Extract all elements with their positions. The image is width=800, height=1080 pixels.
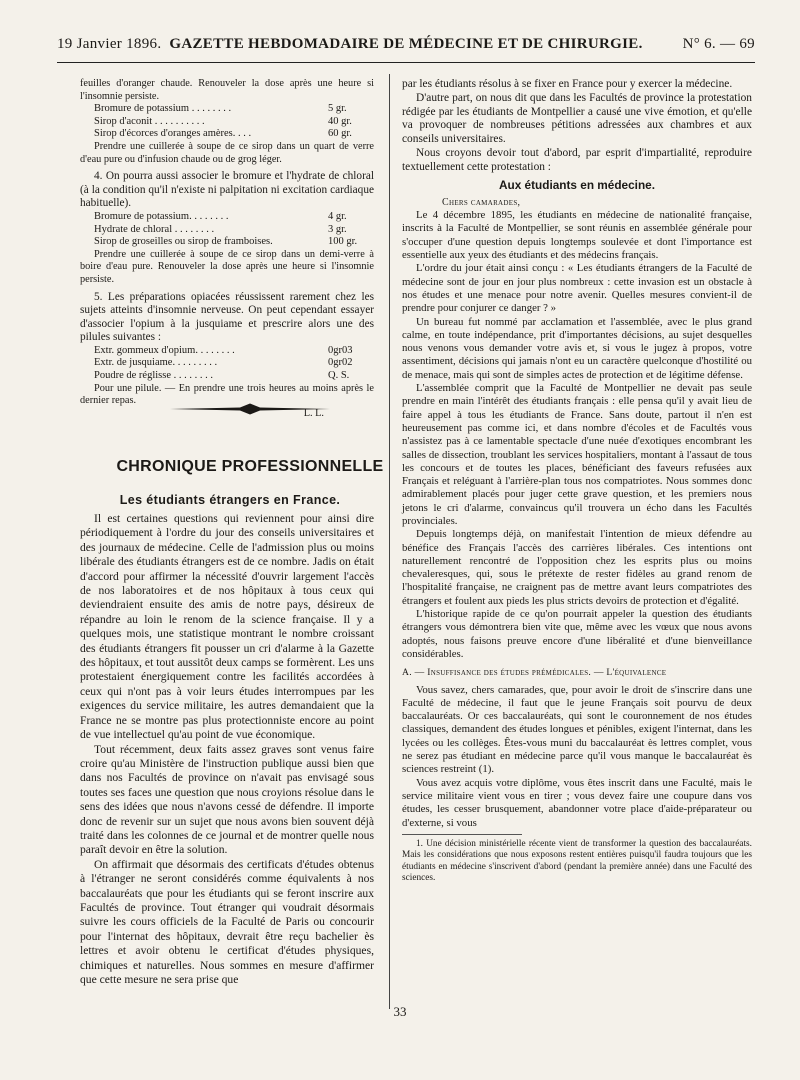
header-date: 19 Janvier 1896. [57, 36, 162, 52]
header-rule [57, 62, 755, 63]
letter-salutation: Chers camarades, [442, 196, 521, 208]
prescription-line [80, 116, 374, 129]
article-paragraph: On affirmait que désormais des certificats d'études obtenus à l'étranger ne seront considérés comme équivalents à nos baccalauréats que pour les étudiants qui se feront inscrire aux Facultés de province. Tout étranger qui voudrait désormais suivre les cours officiels de la Faculté de Paris ou concourir pour l'internat des hôpitaux, devrait être reçu bachelier ès lettres et avoir obtenu le certificat d'études physiques, chimiques et naturelles. Nous sommes en mesure d'affirmer que cette mesure ne sera prise que [80, 857, 374, 986]
prescription-line [80, 224, 374, 237]
left-column-article [80, 512, 374, 987]
article-title: Les étudiants étrangers en France. [119, 493, 341, 507]
ingredient-name: Extr. de jusquiame. . . . . . . . . [94, 357, 218, 369]
article-paragraph: Tout récemment, deux faits assez graves sont venus faire croire qu'au Ministère de l'instruction publique aussi bien que dans nos Facultés de province on n'avait pas envisagé sous toutes ses faces une question que nous croyions résolue dans le sens des idées que nous n'avons cessé de défendre. Il importe donc de revenir sur un sujet que nous avons bien souvent déjà traité dans les colonnes de ce journal et de montrer quelle nous paraît devoir en être la solution. [80, 742, 374, 857]
ingredient-qty: 100 gr. [328, 236, 358, 248]
intro-text: feuilles d'oranger chaude. Renouveler la dose après une heure si l'insomnie persiste. [80, 78, 374, 102]
section-title: CHRONIQUE PROFESSIONNELLE [116, 458, 384, 475]
prescription-line [80, 345, 374, 358]
ingredient-name: Sirop de groseilles ou sirop de framboises. [94, 236, 273, 248]
prescription-line [80, 236, 374, 249]
ingredient-name: Sirop d'aconit . . . . . . . . . . [94, 115, 205, 127]
prescription-line [80, 128, 374, 141]
right-paragraph: D'autre part, on nous dit que dans les Facultés de province la protestation rédigée par les étudiants de Montpellier a causé une vive émotion, et qu'elle va provoquer de nombreuses pétitions adressées aux chambres et aux conseils universitaires. [402, 91, 752, 146]
page-number: 33 [393, 1004, 407, 1019]
ingredient-name: Bromure de potassium . . . . . . . . [94, 103, 232, 115]
ingredient-qty: 4 gr. [328, 210, 347, 222]
letter-paragraph: L'historique rapide de ce qu'on pourrait appeler la question des étudiants étrangers vous démontrera bien vite que, même avec les vœux que nous avons adoptés, nous faisons preuve encore d'une libéralité et d'une bienveillance considérables. [402, 608, 752, 660]
ingredient-qty: 3 gr. [328, 223, 347, 235]
column-divider [389, 74, 390, 1009]
ingredient-qty: 60 gr. [328, 128, 352, 140]
right-paragraph: Nous croyons devoir tout d'abord, par esprit d'impartialité, reproduire textuellement cette protestation : [402, 146, 752, 173]
page-header [57, 36, 755, 60]
ingredient-name: Extr. gommeux d'opium. . . . . . . . [94, 344, 235, 356]
prescription-3 [80, 345, 374, 383]
section-ornament [170, 402, 330, 416]
paragraph-5: 5. Les préparations opiacées réussissent rarement chez les sujets atteints d'insomnie nerveuse. On peut cependant essayer d'associer l'opium à la jusquiame et prescrire alors une des pilules suivantes : [80, 290, 374, 344]
footnote-rule [402, 834, 522, 835]
letter-paragraph: Vous savez, chers camarades, que, pour avoir le droit de s'inscrire dans une Faculté de médecine, il faut que le jeune Français soit pourvu de deux baccalauréats. Or ces baccalauréats, qui sont le couronnement de nos études classiques, demandent des études longues et pénibles, exigent l'internat, dans les lycées ou les collèges. Êtes-vous muni du baccalauréat ès lettres complet, vous ne serez pas étudiant en médecine parce qu'il vous manque le baccalauréat ès sciences restreint (1). [402, 683, 752, 776]
header-journal-title: GAZETTE HEBDOMADAIRE DE MÉDECINE ET DE CHIRURGIE. [169, 36, 643, 52]
letter-paragraph: L'assemblée comprit que la Faculté de Montpellier ne devait pas seule prendre en main l'intérêt des étudiants français : elle pensa qu'il y avait lieu de faire appel à tous les étudiants de France. Sans doute, partout il n'en est heureusement pas comme ici, et dans nombre d'écoles et de Facultés vous n'assistez pas à ce lamentable spectacle d'une nuée d'exotiques encombrant les salles de dissection, troublant les services hospitaliers, montant à l'assaut de tous les concours et de toutes les places, bénéficiant des faveurs refusées aux Français et reléguant à l'arrière-plan tous nos compatriotes. Nous sommes donc admirablement placés pour juger cette grave question, et les premiers nous jetons le cri d'alarme, convaincus qu'il trouvera un écho dans les Facultés provinciales. [402, 382, 752, 527]
letter-paragraph: Un bureau fut nommé par acclamation et l'assemblée, avec le plus grand calme, en toute indépendance, prit d'importantes décisions, au sujet desquelles nous venons vous demander votre avis et, si vous le jugez à propos, votre assentiment, décisions qui jamais n'ont eu un caractère quelconque d'hostilité ou de menace, mais qui sont de simples actes de protection et de légitime défense. [402, 315, 752, 381]
letter-subheading: A. — Insuffisance des études prémédicales. — L'équivalence [402, 667, 667, 679]
prescription-line [80, 370, 374, 383]
ingredient-qty: 5 gr. [328, 103, 347, 115]
ingredient-qty: 0gr02 [328, 357, 353, 369]
ingredient-name: Poudre de réglisse . . . . . . . . [94, 370, 213, 382]
author-signature: L. L. [303, 407, 324, 419]
prescription-line [80, 357, 374, 370]
ingredient-qty: 0gr03 [328, 344, 353, 356]
ingredient-qty: Q. S. [328, 370, 350, 382]
prescription-line [80, 211, 374, 224]
letter-paragraph: Depuis longtemps déjà, on manifestait l'intention de mieux défendre au bénéfice des Français l'accès des carrières libérales. Ces intentions ont naturellement rencontré de l'opposition chez les esprits plus ou moins chevaleresques, qui, sous le prétexte de rester fidèles au grand renom de l'hospitalité française, ne craignent pas de mettre avant leurs compatriotes des étrangers et foulent aux pieds les plus stricts devoirs de protection et d'égalité. [402, 528, 752, 607]
letter-paragraph: L'ordre du jour était ainsi conçu : « Les étudiants étrangers de la Faculté de médecine sont de jour en jour plus nombreux : cette invasion est un obstacle à nos études et une menace pour notre avenir. Quelles mesures convient-il de prendre pour conjurer ce danger ? » [402, 262, 752, 315]
footnote: 1. Une décision ministérielle récente vient de transformer la question des baccalauréats. Mais les considérations que nous exposons restent entières puisqu'il faudra toujours que les étudiants en médecine s'inscrivent d'abord (pendant la première année) dans une Faculté des sciences. [402, 838, 752, 884]
left-column-top [80, 78, 374, 420]
ingredient-name: Sirop d'écorces d'oranges amères. . . . [94, 128, 252, 140]
ingredient-name: Bromure de potassium. . . . . . . . [94, 210, 229, 222]
header-issue-page: N° 6. — 69 [682, 36, 755, 52]
letter-heading: Aux étudiants en médecine. [498, 177, 656, 192]
prescription-2-note: Prendre une cuillerée à soupe de ce sirop dans un demi-verre à boire d'eau pure. Renouveler la dose après une heure si l'insomnie persiste. [80, 248, 374, 285]
prescription-3-note: Pour une pilule. — En prendre une trois heures au moins après le dernier repas. [80, 382, 374, 407]
right-column [402, 78, 752, 884]
ingredient-name: Hydrate de chloral . . . . . . . . [94, 223, 215, 235]
article-paragraph: Il est certaines questions qui reviennent pour ainsi dire périodiquement à l'ordre du jour des conseils universitaires et des journaux de médecine. Celle de l'admission plus ou moins libérale des étudiants étrangers est de ce nombre. Jadis on était d'accord pour affirmer la nécessité d'ouvrir largement l'accès de nos laboratoires et de nos hôpitaux à tous ceux qui deviendraient ensuite des amis de notre pays, désireux de répandre au loin le renom de la science française. Il y a quelques mois, une statistique montrant le nombre croissant des étudiants étrangers fit pousser un cri d'alarme à la Gazette des hôpitaux, et tout aussitôt deux camps se formèrent. Les uns protestaient énergiquement contre les facilités accordées à ceux qui n'ont pas à voir leurs études interrompues par les exigences du service militaire, les autres demandaient que la France ne se montre pas plus protectionniste encore au point de vue intellectuel qu'au point de vue économique. [80, 512, 374, 742]
ingredient-qty: 40 gr. [328, 115, 352, 127]
prescription-line [80, 103, 374, 116]
right-paragraph: par les étudiants résolus à se fixer en France pour y exercer la médecine. [402, 78, 733, 90]
prescription-2 [80, 211, 374, 249]
prescription-1 [80, 103, 374, 141]
paragraph-4: 4. On pourra aussi associer le bromure et l'hydrate de chloral (à la condition qu'il n'existe ni palpitation ni excitation cardiaque habituelle). [80, 170, 374, 210]
letter-paragraph: Le 4 décembre 1895, les étudiants en médecine de nationalité française, inscrits à la Faculté de Montpellier, se sont réunis en assemblée générale pour s'occuper d'une question depuis longtemps soulevée et dont l'importance est essentielle aux yeux des étudiants et des médecins français. [402, 209, 752, 262]
letter-paragraph: Vous avez acquis votre diplôme, vous êtes inscrit dans une Faculté, mais le service militaire vient vous en tirer ; vous devez faire une coupure dans vos études, les cesser brusquement, abandonner votre place d'aide-préparateur ou d'externe, si vous [402, 776, 752, 829]
prescription-1-note: Prendre une cuillerée à soupe de ce sirop dans un quart de verre d'eau pure ou d'infusion chaude ou de grog léger. [80, 140, 374, 165]
